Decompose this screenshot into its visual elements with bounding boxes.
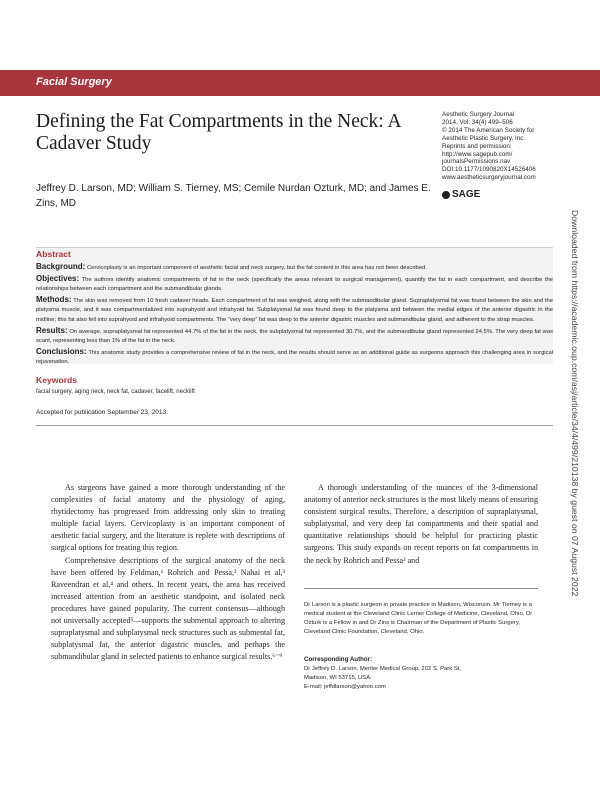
abstract-conclusions: This anatomic study provides a comprehensive review of fat in the neck, and the results should serve as an additional guide as surgeons approach this challenging area in surgical rejuvenation.: [36, 349, 553, 366]
meta-line: Aesthetic Plastic Surgery, Inc.: [442, 134, 526, 142]
abstract-results: On average, supraplatysmal fat represented 44.7% of the fat in the neck, the subplatysmal fat represented 30.7%, and the submandibular gland represented 24.5%. The very deep fat was scant, representing less than 1% of the fat in the neck.: [36, 328, 553, 345]
section-label: Facial Surgery: [36, 76, 112, 88]
corresponding-author-heading: Corresponding Author:: [304, 656, 373, 663]
divider: [36, 425, 553, 426]
download-watermark: Downloaded from https://academic.oup.com/asj/article/34/4/499/210138 by guest on 07 August 2022: [570, 210, 580, 597]
body-column-right: [304, 482, 538, 567]
meta-line: Reprints and permission:: [442, 142, 512, 150]
corresponding-line: Dr Jeffrey D. Larson, Meriter Medical Group, 202 S. Park St,: [304, 666, 462, 672]
footnote-divider: [304, 588, 538, 589]
publisher-name: SAGE: [452, 189, 481, 200]
abstract-text: [36, 262, 553, 368]
meta-line: Aesthetic Surgery Journal: [442, 111, 515, 118]
publisher-logo: [442, 189, 480, 200]
abstract-methods-label: Methods:: [36, 294, 72, 304]
body-paragraph: A thorough understanding of the nuances of the 3-dimensional anatomy of anterior neck structures is the most likely means of ensuring consistent surgical results. Therefore, a description of supraplatysmal, subplatysmal, and very deep fat compartments and their spatial and quantitative relationships should be helpful for practicing plastic surgeons. This study expands on recent reports on fat compartments in the neck by Rohrich and Pessa² and: [304, 483, 538, 565]
abstract-results-label: Results:: [36, 325, 68, 335]
meta-line: © 2014 The American Society for: [442, 126, 535, 134]
abstract-heading: Abstract: [36, 249, 71, 259]
meta-line: 2014, Vol. 34(4) 499–506: [442, 118, 513, 126]
meta-line: DOI:10.1177/1090820X14526406: [442, 166, 536, 174]
section-band: [0, 70, 600, 96]
abstract-objectives: The authors identify anatomic compartments of fat in the neck (specifically the areas relevant to surgical management), quantify the fat in each compartment, and describe the relationships between each compartment and the submandibular glands.: [36, 276, 553, 293]
accepted-date: Accepted for publication September 23, 2013.: [36, 409, 168, 416]
meta-line[interactable]: http://www.sagepub.com/: [442, 150, 513, 158]
meta-line[interactable]: journalsPermissions.nav: [442, 158, 511, 166]
corresponding-author: [304, 665, 538, 692]
abstract-conclusions-label: Conclusions:: [36, 346, 87, 356]
corresponding-line: Madison, WI 53715, USA.: [304, 674, 372, 681]
abstract-background-label: Background:: [36, 262, 86, 271]
author-list: Jeffrey D. Larson, MD; William S. Tierney, MS; Cemile Nurdan Ozturk, MD; and James E. Zins, MD: [36, 183, 431, 209]
body-paragraph: As surgeons have gained a more thorough understanding of the complexities of facial anatomy and the physiology of aging, rhytidectomy has progressed from addressing only skin to treating multiple facial layers. Cervicoplasty is an important component of aesthetic facial surgery, and the literature is replete with descriptions of surgical options for treating this region.: [51, 483, 285, 553]
body-column-left: [51, 482, 285, 663]
author-affiliations: Dr Larson is a plastic surgeon in private practice in Madison, Wisconsin. Mr Tierney is a medical student at the Cleveland Clinic Lerner College of Medicine, Cleveland, Ohio. Dr Ozturk is a Fellow in and Dr Zins is Chairman of the Department of Plastic Surgery, Cleveland Clinic Foundation, Cleveland, Ohio.: [304, 602, 533, 635]
keywords-heading: Keywords: [36, 375, 78, 385]
body-paragraph: Comprehensive descriptions of the surgical anatomy of the neck have been offered by Feldman,¹ Rohrich and Pessa,² Nahai et al,³ Raveendran et al,⁴ and others. In recent years, the area has received increased attention from an aesthetic standpoint, and isolated neck procedures have gained popularity. The current consensus—although not universally accepted⁵—supports the submental approach to altering supraplatysmal and subplatysmal neck structures such as submental fat, subplatysmal fat, the anterior digastric muscles, and perhaps the submandibular gland in selected patients to enhance surgical results.⁶⁻⁹: [51, 555, 285, 662]
journal-metadata: [442, 111, 592, 182]
abstract-methods: The skin was removed from 10 fresh cadaver heads. Each compartment of fat was weighed, along with the submandibular gland. Supraplatysmal fat was found between the skin and the platysma muscle, and it was compartmentalized into suprahyoid and infrahyoid fat. Subplatysmal fat was found deep to the platysma and between the medial edges of the anterior digastric in the midline; this fat also fell into suprahyoid and infrahyoid compartments. The “very deep” fat was deep to the anterior digastric muscles and submandibular gland, and adherent to the strap muscles.: [36, 297, 553, 323]
meta-line[interactable]: www.aestheticsurgeryjournal.com: [442, 174, 536, 182]
keywords-list: facial surgery, aging neck, neck fat, cadaver, facelift, necklift: [36, 389, 195, 395]
sage-icon: [442, 191, 450, 199]
abstract-background: Cervicoplasty is an important component of aesthetic facial and neck surgery, but the fat content in this area has not been described.: [86, 265, 427, 271]
corresponding-email[interactable]: E-mail: jeffdlarson@yahoo.com: [304, 683, 386, 690]
abstract-objectives-label: Objectives:: [36, 273, 80, 283]
article-title: Defining the Fat Compartments in the Neck: A Cadaver Study: [36, 111, 401, 154]
